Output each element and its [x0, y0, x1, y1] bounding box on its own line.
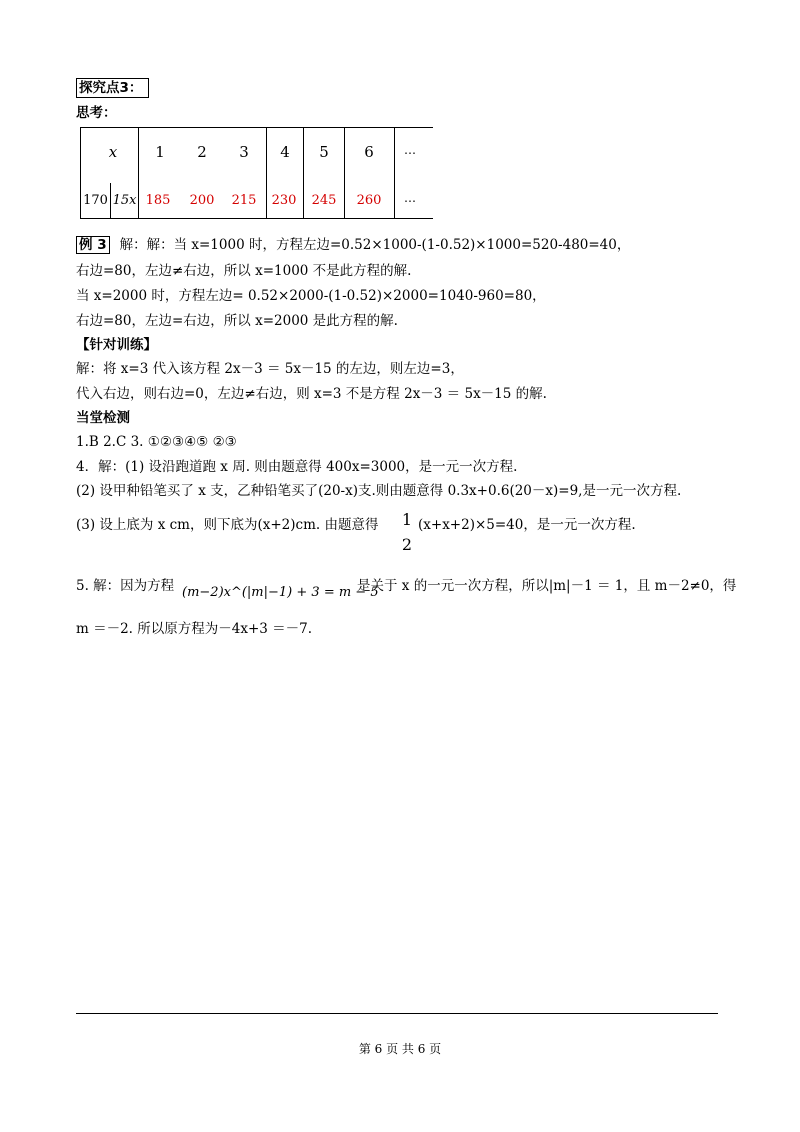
table-cell: 185 — [145, 193, 171, 208]
fraction-denominator: 2 — [401, 535, 413, 554]
equation-formula: (m−2)x^(|m|−1) + 3 = m − 5 — [182, 585, 379, 600]
table-cell: 170 — [83, 193, 108, 208]
fraction-numerator: 1 — [401, 510, 413, 529]
example3-line1: 例 3 解：解：当 x=1000 时，方程左边=0.52×1000-(1-0.52)×1000=520-480=40， — [76, 236, 630, 254]
check-line6: m ＝－2. 所以原方程为－4x+3 ＝－7. — [76, 621, 313, 637]
example3-line2: 右边=80，左边≠右边，所以 x=1000 不是此方程的解. — [76, 263, 412, 279]
check-title: 当堂检测 — [76, 410, 130, 426]
table-cell: 200 — [189, 193, 215, 208]
check-line5-pre: 5. 解：因为方程 — [76, 578, 175, 594]
example3-line3: 当 x=2000 时，方程左边= 0.52×2000-(1-0.52)×2000=1040-960=80， — [76, 288, 546, 304]
table-cell: 260 — [356, 193, 382, 208]
check-line2: 4．解：(1) 设沿跑道跑 x 周. 则由题意得 400x=3000，是一元一次方程. — [76, 459, 518, 475]
training-line1: 解：将 x=3 代入该方程 2x－3 ＝ 5x－15 的左边，则左边=3， — [76, 361, 464, 377]
table-cell: 245 — [311, 193, 337, 208]
example3-line4: 右边=80，左边=右边，所以 x=2000 是此方程的解. — [76, 313, 398, 329]
check-line3: (2) 设甲种铅笔买了 x 支，乙种铅笔买了(20-x)支.则由题意得 0.3x+0.6(20－x)=9,是一元一次方程. — [76, 483, 682, 499]
table-cell: 230 — [271, 193, 297, 208]
table-cell: 215 — [231, 193, 257, 208]
check-line5-post: 是关于 x 的一元一次方程，所以|m|－1 ＝ 1，且 m－2≠0，得 — [357, 578, 737, 594]
check-line4-post: (x+x+2)×5=40，是一元一次方程. — [418, 517, 636, 533]
table-cell: 5 — [319, 143, 329, 161]
training-title: 【针对训练】 — [76, 337, 157, 353]
training-line2: 代入右边，则右边=0，左边≠右边，则 x=3 不是方程 2x－3 ＝ 5x－15 的解. — [76, 386, 547, 402]
page-number: 第 6 页 共 6 页 — [358, 1042, 442, 1056]
table-cell: 2 — [197, 143, 207, 161]
footer-divider — [76, 1013, 718, 1014]
table-header-x: x — [108, 143, 118, 161]
table-cell-ellipsis: … — [404, 191, 416, 205]
table-cell: 1 — [155, 143, 165, 161]
check-line4-pre: (3) 设上底为 x cm，则下底为(x+2)cm. 由题意得 — [76, 517, 379, 533]
think-label: 思考： — [76, 105, 117, 121]
table-cell: 4 — [280, 143, 290, 161]
example3-label: 例 3 — [76, 236, 110, 254]
table-cell: 6 — [364, 143, 374, 161]
check-line1: 1.B 2.C 3. ①②③④⑤ ②③ — [76, 434, 237, 450]
table-cell-ellipsis: … — [404, 143, 416, 157]
table-cell: 3 — [239, 143, 249, 161]
table-cell: 15x — [112, 193, 137, 208]
section-title: 探究点3： — [76, 78, 149, 98]
